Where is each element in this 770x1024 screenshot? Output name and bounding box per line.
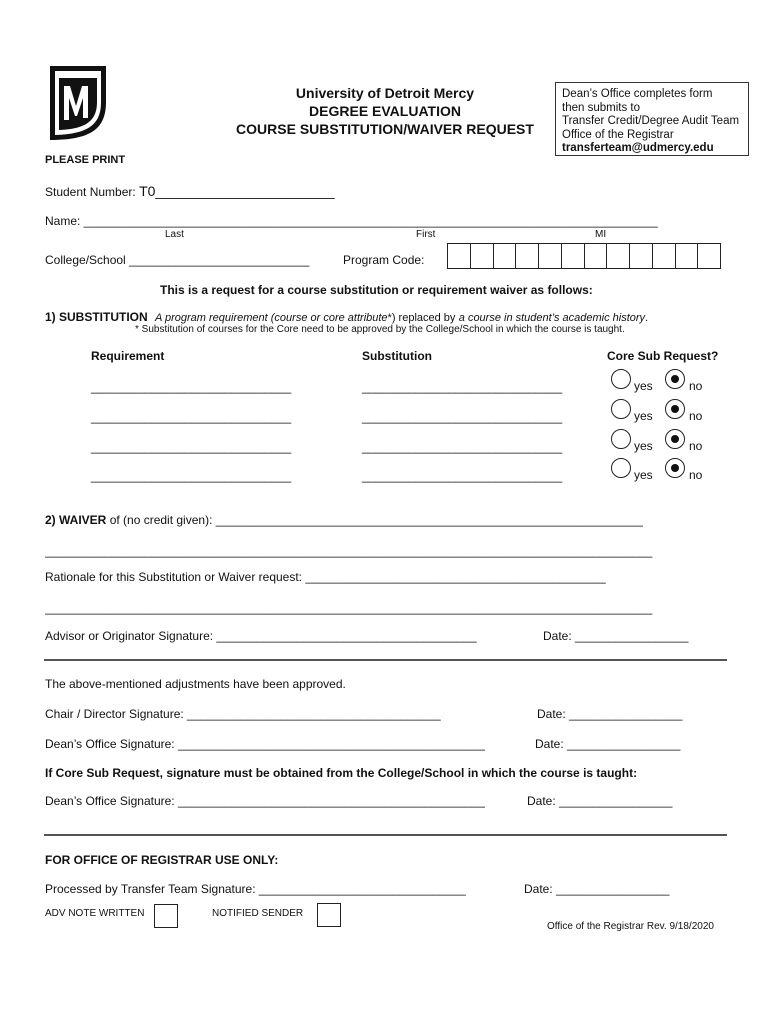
chair-signature-field[interactable]: Chair / Director Signature: ______________________________________	[45, 707, 441, 721]
approved-text: The above-mentioned adjustments have been approved.	[45, 677, 346, 691]
core-no-radio[interactable]	[665, 429, 685, 449]
udm-logo	[46, 62, 110, 144]
core-footnote: * Substitution of courses for the Core need to be approved by the College/School in which the course is taught.	[135, 324, 625, 335]
core-no-radio[interactable]	[665, 399, 685, 419]
notified-sender-label: NOTIFIED SENDER	[212, 908, 304, 919]
col-core-sub-request: Core Sub Request?	[607, 349, 719, 363]
name-last-caption: Last	[165, 229, 184, 240]
requirement-field[interactable]: ______________________________	[91, 410, 292, 424]
core-yes-radio[interactable]	[611, 429, 631, 449]
core-yes-radio[interactable]	[611, 369, 631, 389]
waiver-line-2[interactable]: ___________________________________________________________________________________________	[45, 544, 653, 558]
adv-note-checkbox[interactable]	[154, 904, 178, 928]
college-field[interactable]: College/School ___________________________	[45, 253, 310, 267]
request-heading: This is a request for a course substitution or requirement waiver as follows:	[160, 283, 593, 297]
no-label: no	[689, 439, 703, 453]
section-divider	[44, 659, 727, 661]
substitution-description: 1) SUBSTITUTION A program requirement (course or core attribute*) replaced by a course in student’s academic history.	[45, 310, 649, 324]
substitution-field[interactable]: ______________________________	[362, 440, 563, 454]
yes-label: yes	[634, 468, 653, 482]
substitution-field[interactable]: ______________________________	[362, 469, 563, 483]
waiver-field[interactable]: 2) WAIVER of (no credit given): ________________________________________________________________	[45, 513, 643, 527]
footer-revision: Office of the Registrar Rev. 9/18/2020	[547, 921, 714, 932]
yes-label: yes	[634, 379, 653, 393]
col-substitution: Substitution	[362, 349, 432, 363]
notified-sender-checkbox[interactable]	[317, 903, 341, 927]
program-code-boxes[interactable]	[447, 243, 721, 269]
rationale-line-2[interactable]: ___________________________________________________________________________________________	[45, 601, 653, 615]
please-print: PLEASE PRINT	[45, 154, 126, 166]
student-number-field[interactable]: Student Number: T0_______________________	[45, 183, 335, 199]
deans-office-notice: Dean’s Office completes form then submits to Transfer Credit/Degree Audit Team Office of the Registrar transferteam@udmercy.edu	[555, 82, 749, 156]
advisor-signature-field[interactable]: Advisor or Originator Signature: _______________________________________	[45, 629, 477, 643]
core-deans-signature-field[interactable]: Dean’s Office Signature: ______________________________________________	[45, 794, 485, 808]
name-first-caption: First	[416, 229, 436, 240]
no-label: no	[689, 468, 703, 482]
substitution-field[interactable]: ______________________________	[362, 380, 563, 394]
core-deans-date-field[interactable]: Date: _________________	[527, 794, 673, 808]
no-label: no	[689, 379, 703, 393]
core-no-radio[interactable]	[665, 458, 685, 478]
office-use-heading: FOR OFFICE OF REGISTRAR USE ONLY:	[45, 853, 279, 867]
rationale-field[interactable]: Rationale for this Substitution or Waiver request: _____________________________________________	[45, 570, 606, 584]
col-requirement: Requirement	[91, 349, 165, 363]
registrar-email: transferteam@udmercy.edu	[562, 142, 714, 154]
program-code-label: Program Code:	[343, 253, 425, 267]
chair-date-field[interactable]: Date: _________________	[537, 707, 683, 721]
student-number-value: T0_______________________	[139, 183, 335, 199]
core-yes-radio[interactable]	[611, 458, 631, 478]
name-mi-caption: MI	[595, 229, 607, 240]
core-signature-note: If Core Sub Request, signature must be obtained from the College/School in which the course is taught:	[45, 766, 638, 780]
core-no-radio[interactable]	[665, 369, 685, 389]
deans-date-field[interactable]: Date: _________________	[535, 737, 681, 751]
yes-label: yes	[634, 409, 653, 423]
substitution-field[interactable]: ______________________________	[362, 410, 563, 424]
advisor-date-field[interactable]: Date: _________________	[543, 629, 689, 643]
section-divider	[44, 834, 727, 836]
name-field[interactable]: Name: ______________________________________________________________________________________	[45, 214, 658, 228]
requirement-field[interactable]: ______________________________	[91, 380, 292, 394]
deans-signature-field[interactable]: Dean’s Office Signature: ______________________________________________	[45, 737, 485, 751]
form-title: University of Detroit Mercy DEGREE EVALUATION COURSE SUBSTITUTION/WAIVER REQUEST	[236, 85, 534, 137]
requirement-field[interactable]: ______________________________	[91, 469, 292, 483]
yes-label: yes	[634, 439, 653, 453]
adv-note-label: ADV NOTE WRITTEN	[45, 908, 145, 919]
processed-date-field[interactable]: Date: _________________	[524, 882, 670, 896]
no-label: no	[689, 409, 703, 423]
processed-signature-field[interactable]: Processed by Transfer Team Signature: _______________________________	[45, 882, 466, 896]
requirement-field[interactable]: ______________________________	[91, 440, 292, 454]
core-yes-radio[interactable]	[611, 399, 631, 419]
